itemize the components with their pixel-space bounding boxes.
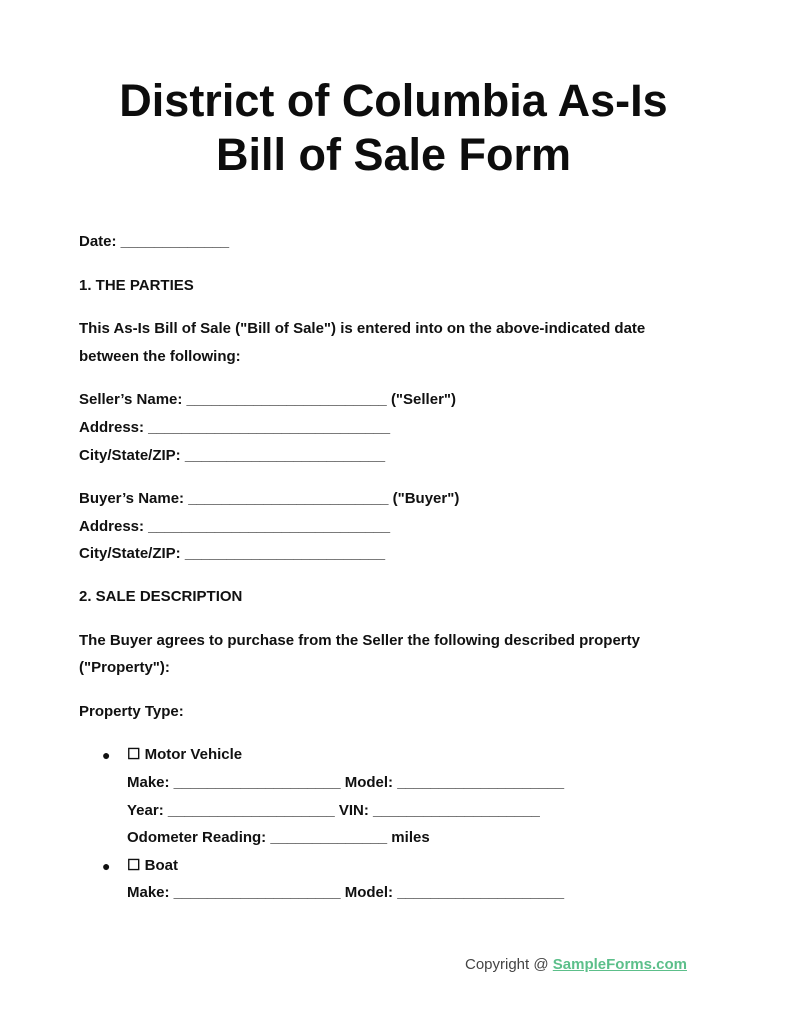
title-line-2: Bill of Sale Form <box>215 129 572 180</box>
buyer-name-field: Buyer’s Name: ________________________ ("Buyer") <box>79 490 460 507</box>
parties-heading: 1. THE PARTIES <box>79 277 194 294</box>
vehicle-year-vin-field: Year: ____________________ VIN: ____________________ <box>127 802 540 819</box>
brand-link[interactable]: SampleForms.com <box>552 956 687 973</box>
seller-city-field: City/State/ZIP: ________________________ <box>79 447 386 464</box>
vehicle-odometer-field: Odometer Reading: ______________ miles <box>127 829 430 846</box>
document-title <box>0 74 787 182</box>
seller-address-field: Address: _____________________________ <box>79 419 391 436</box>
date-field: Date: _____________ <box>79 233 230 250</box>
title-line-1: District of Columbia As-Is <box>119 75 668 126</box>
sale-desc-line-2: ("Property"): <box>79 659 170 676</box>
sale-heading: 2. SALE DESCRIPTION <box>79 588 243 605</box>
parties-intro-line-2: between the following: <box>79 348 241 365</box>
buyer-address-field: Address: _____________________________ <box>79 518 391 535</box>
boat-checkbox[interactable]: ☐ Boat <box>127 857 178 874</box>
copyright-prefix: Copyright @ <box>465 956 553 973</box>
boat-make-model-field: Make: ____________________ Model: ____________________ <box>127 884 565 901</box>
buyer-city-field: City/State/ZIP: ________________________ <box>79 545 386 562</box>
motor-vehicle-checkbox[interactable]: ☐ Motor Vehicle <box>127 746 243 763</box>
vehicle-make-model-field: Make: ____________________ Model: ____________________ <box>127 774 565 791</box>
seller-name-field: Seller’s Name: ________________________ ("Seller") <box>79 391 457 408</box>
copyright-footer <box>465 955 687 975</box>
parties-intro-line-1: This As-Is Bill of Sale ("Bill of Sale") is entered into on the above-indicated date <box>79 320 646 337</box>
bullet-icon: ● <box>102 858 111 874</box>
bullet-icon: ● <box>102 747 111 763</box>
property-type-label: Property Type: <box>79 703 184 720</box>
sale-desc-line-1: The Buyer agrees to purchase from the Seller the following described property <box>79 632 640 649</box>
